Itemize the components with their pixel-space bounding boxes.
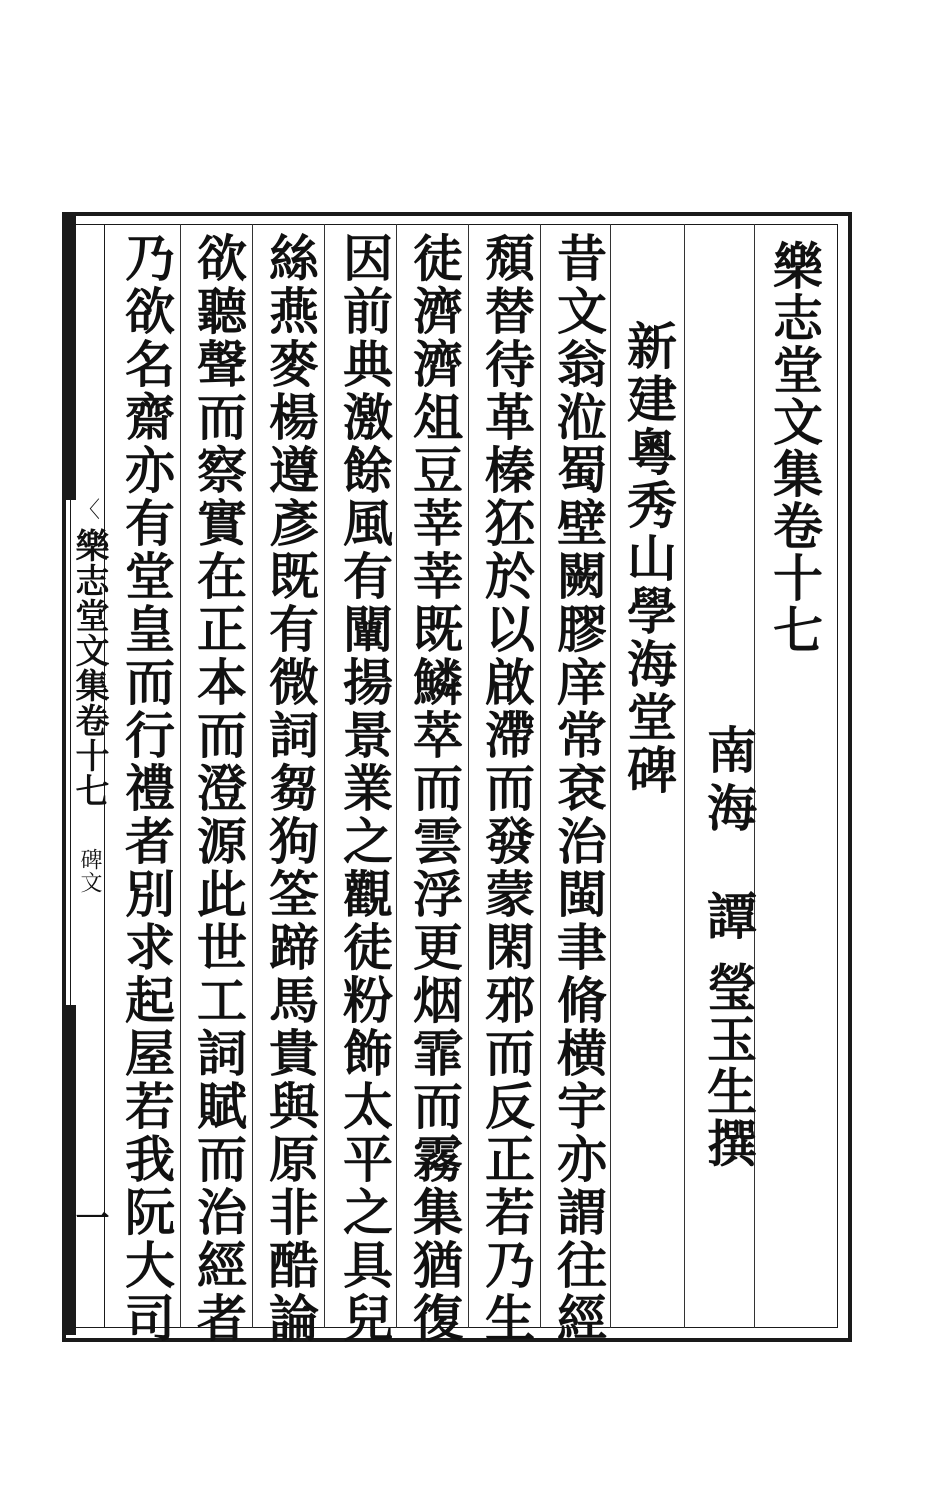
fold-book-title: 樂志堂文集卷十七 xyxy=(69,528,109,808)
author-name: 譚 瑩玉生撰 xyxy=(699,890,758,1170)
column-rule xyxy=(468,224,469,1328)
column-rule xyxy=(180,224,181,1328)
text-column: 徒濟濟俎豆莘莘既鱗萃而雲浮更烟霏而霧集猶復 xyxy=(405,232,464,1345)
fold-black-band-bottom xyxy=(62,1005,76,1335)
text-column: 昔文翁涖蜀壁闕膠庠常袞治閩聿脩横宇亦謂往經 xyxy=(549,232,608,1345)
text-column: 頹替待革榛狉於以啟滯而發蒙閑邪而反正若乃生 xyxy=(477,232,536,1345)
column-rule xyxy=(396,224,397,1328)
column-rule xyxy=(252,224,253,1328)
column-rule xyxy=(324,224,325,1328)
author-place: 南海 xyxy=(699,724,758,840)
column-rule xyxy=(684,224,685,1328)
column-rule xyxy=(540,224,541,1328)
fold-section-label: 碑文 xyxy=(77,848,102,894)
essay-title: 新建粵秀山學海堂碑 xyxy=(619,320,678,797)
fold-page-number: 一 xyxy=(69,1200,109,1234)
text-column: 乃欲名齋亦有堂皇而行禮者別求起屋若我阮大司 xyxy=(117,232,176,1345)
text-column: 絲燕麥楊遵彥既有微詞芻狗筌蹄馬貴與原非酷論 xyxy=(261,232,320,1345)
text-column: 欲聽聲而察實在正本而澄源此世工詞賦而治經者 xyxy=(189,232,248,1345)
volume-title: 樂志堂文集卷十七 xyxy=(765,240,824,656)
text-column: 因前典激餘風有闡揚景業之觀徒粉飾太平之具兒 xyxy=(335,232,394,1345)
fish-tail-mark: 〈 xyxy=(77,498,100,523)
fold-black-band-top xyxy=(62,212,76,500)
column-rule xyxy=(610,224,611,1328)
